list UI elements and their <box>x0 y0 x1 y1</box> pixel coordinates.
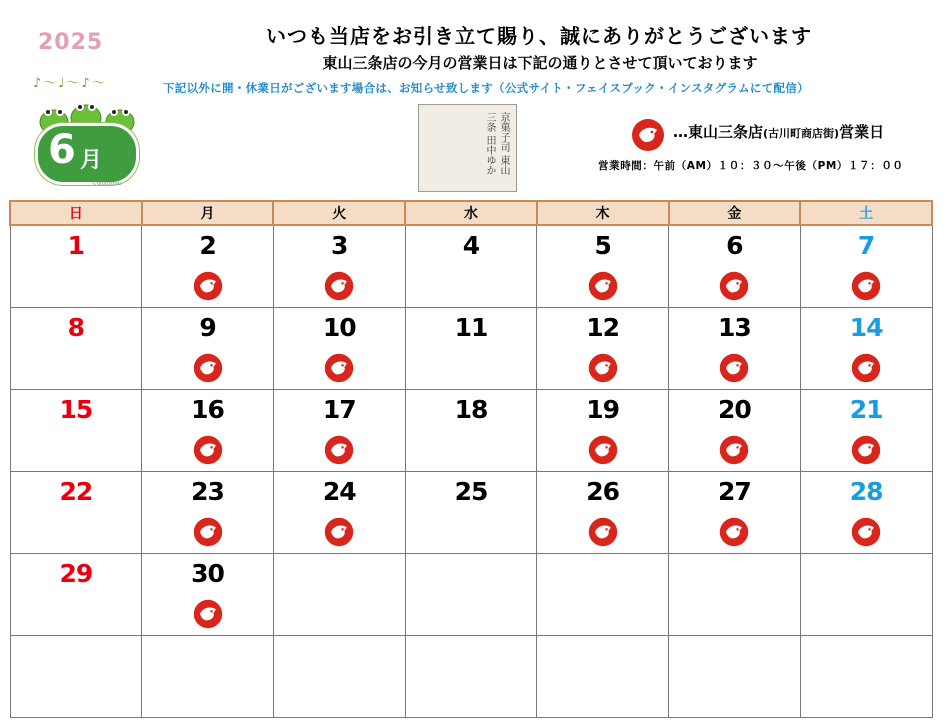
day-number: 19 <box>586 395 620 424</box>
calendar-day-cell <box>273 390 405 472</box>
calendar-day-cell <box>142 390 274 472</box>
calendar-day-cell <box>669 308 801 390</box>
calendar-week-row <box>10 225 932 308</box>
weekday-monday: 月 <box>142 201 274 225</box>
day-number: 5 <box>594 231 611 260</box>
day-number: 23 <box>191 477 224 506</box>
calendar-day-cell <box>273 225 405 308</box>
calendar-day-cell <box>273 472 405 554</box>
weekday-sunday: 日 <box>10 201 142 225</box>
calendar-day-cell <box>537 472 669 554</box>
day-number: 25 <box>454 477 488 506</box>
calendar-day-cell <box>405 390 537 472</box>
day-number: 16 <box>191 395 224 424</box>
notice-text: 下記以外に開・休業日がございます場合は、お知らせ致します（公式サイト・フェイスブック・インスタグラムにて配信） <box>163 81 809 95</box>
shop-logo-text: 京菓子司 東山三条 田中ゆか <box>484 112 509 176</box>
calendar-day-cell <box>800 472 932 554</box>
music-notes-decoration: ♪〜♩〜♪〜 <box>33 76 107 91</box>
calendar-day-cell <box>142 472 274 554</box>
business-hours: 営業時間：午前（AM）１０：３０〜午後（PM）１７：００ <box>598 160 904 172</box>
calendar-day-cell <box>669 554 801 636</box>
legend-label <box>673 121 884 142</box>
calendar-week-row <box>10 390 932 472</box>
month-kanji: 月 <box>80 148 103 173</box>
day-number: 15 <box>59 395 93 424</box>
day-number: 20 <box>717 395 751 424</box>
open-day-mark-icon <box>323 352 355 388</box>
day-number: 27 <box>717 477 751 506</box>
day-number: 24 <box>322 477 356 506</box>
calendar-table <box>9 200 933 718</box>
open-day-mark-icon <box>192 598 224 634</box>
calendar-day-cell <box>142 636 274 718</box>
day-number: 18 <box>454 395 488 424</box>
open-day-mark-icon <box>850 434 882 470</box>
calendar-day-cell <box>800 636 932 718</box>
open-day-mark-icon <box>850 270 882 306</box>
calendar-day-cell <box>537 636 669 718</box>
calendar-day-cell <box>537 308 669 390</box>
day-number: 12 <box>586 313 620 342</box>
open-day-mark-icon <box>850 352 882 388</box>
calendar-day-cell <box>800 390 932 472</box>
open-day-mark-icon <box>323 270 355 306</box>
open-day-mark-icon <box>323 434 355 470</box>
calendar-day-cell <box>10 554 142 636</box>
day-number: 17 <box>322 395 356 424</box>
open-day-mark-icon <box>630 117 666 153</box>
calendar-day-cell <box>10 390 142 472</box>
day-number: 22 <box>59 477 93 506</box>
day-number: 14 <box>849 313 883 342</box>
day-number: 30 <box>191 559 224 588</box>
calendar-day-cell <box>142 554 274 636</box>
calendar-day-cell <box>273 636 405 718</box>
month-number: 6 <box>48 127 76 173</box>
illustration-credit: ©ototoshiki <box>92 181 122 187</box>
open-day-mark-icon <box>718 352 750 388</box>
calendar-day-cell <box>10 308 142 390</box>
page-subtitle: 東山三条店の今月の営業日は下記の通りとさせて頂いております <box>322 54 758 72</box>
calendar-day-cell <box>273 308 405 390</box>
calendar-day-cell <box>405 636 537 718</box>
open-day-mark-icon <box>192 516 224 552</box>
weekday-friday: 金 <box>669 201 801 225</box>
calendar-day-cell <box>537 554 669 636</box>
page-title: いつも当店をお引き立て賜り、誠にありがとうございます <box>266 24 812 48</box>
day-number: 10 <box>322 313 356 342</box>
open-day-mark-icon <box>587 516 619 552</box>
legend-suffix: 営業日 <box>839 123 885 141</box>
day-number: 8 <box>67 313 85 342</box>
day-number: 13 <box>717 313 751 342</box>
open-day-mark-icon <box>587 434 619 470</box>
calendar-day-cell <box>142 225 274 308</box>
calendar-week-row <box>10 472 932 554</box>
calendar-day-cell <box>537 390 669 472</box>
calendar-day-cell <box>405 308 537 390</box>
calendar-day-cell <box>405 225 537 308</box>
year-text: 2025 <box>38 30 104 55</box>
day-number: 2 <box>199 231 216 260</box>
calendar-week-row <box>10 554 932 636</box>
calendar-day-cell <box>10 636 142 718</box>
calendar-day-cell <box>405 472 537 554</box>
calendar-week-row <box>10 308 932 390</box>
calendar-day-cell <box>669 636 801 718</box>
day-number: 21 <box>849 395 883 424</box>
legend-small: (古川町商店街) <box>763 127 840 140</box>
open-day-mark-icon <box>192 270 224 306</box>
calendar-day-cell <box>800 225 932 308</box>
day-number: 3 <box>331 231 348 260</box>
open-day-mark-icon <box>323 516 355 552</box>
open-day-mark-icon <box>192 434 224 470</box>
calendar-day-cell <box>669 472 801 554</box>
calendar-day-cell <box>10 225 142 308</box>
weekday-tuesday: 火 <box>273 201 405 225</box>
day-number: 28 <box>849 477 883 506</box>
day-number: 7 <box>857 231 875 260</box>
legend-prefix: …東山三条店 <box>673 123 764 141</box>
open-day-mark-icon <box>587 270 619 306</box>
day-number: 29 <box>59 559 93 588</box>
calendar-day-cell <box>142 308 274 390</box>
calendar-day-cell <box>800 308 932 390</box>
calendar-day-cell <box>800 554 932 636</box>
calendar-day-cell <box>669 390 801 472</box>
calendar-body <box>10 225 932 718</box>
calendar-day-cell <box>10 472 142 554</box>
day-number: 26 <box>586 477 620 506</box>
day-number: 6 <box>726 231 743 260</box>
weekday-wednesday: 水 <box>405 201 537 225</box>
day-number: 4 <box>462 231 480 260</box>
open-day-mark-icon <box>718 434 750 470</box>
weekday-saturday: 土 <box>800 201 932 225</box>
open-day-mark-icon <box>718 516 750 552</box>
open-day-mark-icon <box>718 270 750 306</box>
day-number: 11 <box>454 313 488 342</box>
open-day-mark-icon <box>850 516 882 552</box>
day-number: 9 <box>199 313 216 342</box>
calendar-week-row <box>10 636 932 718</box>
weekday-header-row <box>10 201 932 225</box>
open-day-mark-icon <box>192 352 224 388</box>
day-number: 1 <box>67 231 85 260</box>
calendar-day-cell <box>405 554 537 636</box>
calendar-day-cell <box>537 225 669 308</box>
weekday-thursday: 木 <box>537 201 669 225</box>
calendar-day-cell <box>273 554 405 636</box>
open-day-mark-icon <box>587 352 619 388</box>
calendar-day-cell <box>669 225 801 308</box>
